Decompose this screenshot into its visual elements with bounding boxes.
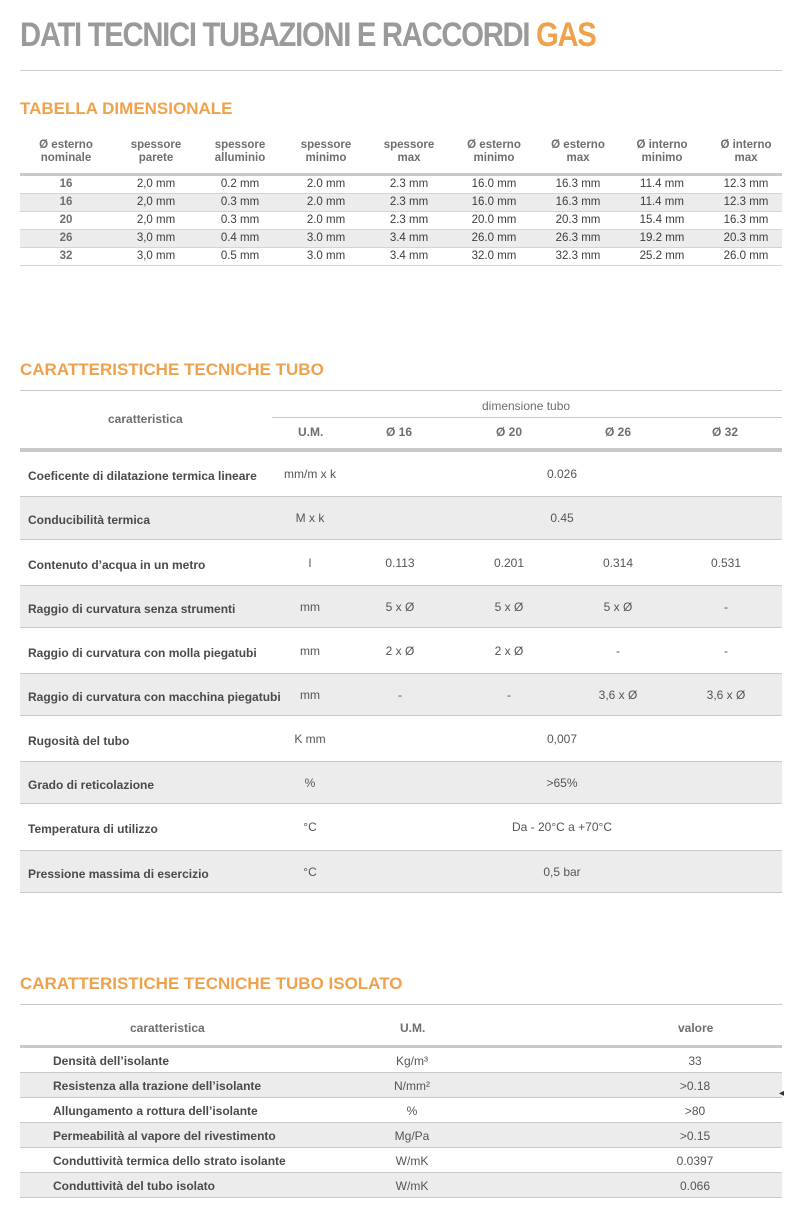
table-row xyxy=(20,1048,782,1073)
value-d26: 5 x Ø xyxy=(603,600,633,614)
value-um: M x k xyxy=(295,511,325,525)
value-all: Da - 20°C a +70°C xyxy=(512,820,612,834)
table-cell: 2.0 mm xyxy=(306,196,346,208)
dimensional-header-cell: Ø esterno nominale xyxy=(39,139,93,164)
table-cell: 2.3 mm xyxy=(389,196,429,208)
value-um: °C xyxy=(303,820,317,834)
value-um: % xyxy=(304,776,316,790)
insulated-pipe-table-header xyxy=(20,1004,782,1048)
table-row xyxy=(20,1173,782,1198)
table-cell: 0.2 mm xyxy=(220,178,260,190)
header-caratteristica-isolato: caratteristica xyxy=(130,1021,205,1035)
row-label: Conduttività del tubo isolato xyxy=(53,1179,215,1193)
table-cell: 3.0 mm xyxy=(306,250,346,262)
dimensional-header-cell: spessore parete xyxy=(130,139,182,164)
table-cell: 26.0 mm xyxy=(723,250,769,262)
value-um: W/mK xyxy=(395,1154,429,1168)
row-label: Resistenza alla trazione dell’isolante xyxy=(53,1079,262,1093)
table-row xyxy=(20,497,782,540)
value-value: 0.066 xyxy=(679,1179,711,1193)
row-label: Densità dell’isolante xyxy=(53,1054,170,1068)
table-cell: 2.0 mm xyxy=(306,214,346,226)
pipe-specs-table xyxy=(20,390,782,893)
row-label: Grado di reticolazione xyxy=(28,778,155,792)
header-valore: valore xyxy=(678,1021,714,1035)
table-cell: 26 xyxy=(59,232,73,244)
table-cell: 3.4 mm xyxy=(389,232,429,244)
dimensional-header-cell: Ø interno max xyxy=(720,139,772,164)
dimensional-header-cell: spessore max xyxy=(383,139,435,164)
header-sub-divider xyxy=(272,417,782,418)
dimensional-table-body xyxy=(20,176,782,266)
table-row xyxy=(20,762,782,804)
value-all: 0.45 xyxy=(550,511,574,525)
row-label: Coeficente di dilatazione termica lineare xyxy=(28,469,257,483)
value-d16: 2 x Ø xyxy=(385,644,415,658)
header-um-isolato: U.M. xyxy=(400,1021,426,1035)
table-cell: 16 xyxy=(59,196,73,208)
table-cell: 3.0 mm xyxy=(306,232,346,244)
table-cell: 3,0 mm xyxy=(136,250,176,262)
table-cell: 3.4 mm xyxy=(389,250,429,262)
value-value: >0.18 xyxy=(679,1079,711,1093)
pipe-specs-table-body xyxy=(20,452,782,893)
value-um: W/mK xyxy=(395,1179,429,1193)
title-divider xyxy=(20,70,782,71)
table-cell: 2,0 mm xyxy=(136,196,176,208)
table-cell: 15.4 mm xyxy=(639,214,685,226)
value-all: 0,007 xyxy=(546,732,578,746)
section-title-pipe-specs: CARATTERISTICHE TECNICHE TUBO xyxy=(20,360,324,379)
pipe-specs-table-header xyxy=(20,390,782,452)
dimensional-table xyxy=(20,133,782,266)
header-um: U.M. xyxy=(298,425,324,439)
value-um: Mg/Pa xyxy=(394,1129,430,1143)
table-cell: 26.0 mm xyxy=(471,232,517,244)
table-cell: 2.3 mm xyxy=(389,178,429,190)
dimensional-table-header xyxy=(20,133,782,176)
table-row xyxy=(20,1098,782,1123)
table-row xyxy=(20,248,782,266)
value-um: mm xyxy=(300,600,320,614)
table-cell: 0.5 mm xyxy=(220,250,260,262)
stray-arrow-mark: ◂ xyxy=(779,1088,785,1099)
table-cell: 16.0 mm xyxy=(471,196,517,208)
section-title-dimensional: TABELLA DIMENSIONALE xyxy=(20,99,233,118)
header-d20: Ø 20 xyxy=(496,425,523,439)
value-d20: 2 x Ø xyxy=(494,644,524,658)
row-label: Pressione massima di esercizio xyxy=(28,867,209,881)
value-all: 0.026 xyxy=(546,467,578,481)
value-um: % xyxy=(406,1104,418,1118)
value-value: >80 xyxy=(684,1104,706,1118)
table-cell: 20.0 mm xyxy=(471,214,517,226)
table-row xyxy=(20,586,782,628)
table-cell: 19.2 mm xyxy=(639,232,685,244)
value-um: l xyxy=(308,556,312,570)
header-d16: Ø 16 xyxy=(386,425,413,439)
dimensional-header-cell: Ø esterno minimo xyxy=(467,139,521,164)
page-title-accent: GAS xyxy=(536,16,596,54)
table-cell: 16.3 mm xyxy=(723,214,769,226)
table-row xyxy=(20,540,782,586)
table-cell: 16.3 mm xyxy=(555,178,601,190)
header-caratteristica: caratteristica xyxy=(108,412,183,426)
row-label: Raggio di curvatura senza strumenti xyxy=(28,602,236,616)
table-cell: 16 xyxy=(59,178,73,190)
table-cell: 16.0 mm xyxy=(471,178,517,190)
value-um: mm/m x k xyxy=(284,467,336,481)
row-label: Temperatura di utilizzo xyxy=(28,822,158,836)
header-d32: Ø 32 xyxy=(712,425,739,439)
value-um: mm xyxy=(300,644,320,658)
table-cell: 0.3 mm xyxy=(220,196,260,208)
table-cell: 16.3 mm xyxy=(555,196,601,208)
table-cell: 0.3 mm xyxy=(220,214,260,226)
table-cell: 2,0 mm xyxy=(136,214,176,226)
value-um: mm xyxy=(300,688,320,702)
table-cell: 20.3 mm xyxy=(555,214,601,226)
table-cell: 2.3 mm xyxy=(389,214,429,226)
value-value: >0.15 xyxy=(679,1129,711,1143)
row-label: Conduttività termica dello strato isolante xyxy=(53,1154,286,1168)
table-row xyxy=(20,1123,782,1148)
row-label: Rugosità del tubo xyxy=(28,734,130,748)
table-cell: 32.0 mm xyxy=(471,250,517,262)
insulated-pipe-table xyxy=(20,1004,785,1198)
table-row xyxy=(20,212,782,230)
dimensional-header-cell: spessore alluminio xyxy=(214,139,266,164)
dimensional-header-cell: spessore minimo xyxy=(300,139,352,164)
table-row xyxy=(20,804,782,851)
table-cell: 12.3 mm xyxy=(723,178,769,190)
table-cell: 26.3 mm xyxy=(555,232,601,244)
value-d20: - xyxy=(507,688,511,702)
table-cell: 12.3 mm xyxy=(723,196,769,208)
row-label: Conducibilità termica xyxy=(28,513,151,527)
value-um: K mm xyxy=(294,732,326,746)
row-label: Allungamento a rottura dell’isolante xyxy=(53,1104,258,1118)
insulated-pipe-table-body xyxy=(20,1048,785,1198)
value-d26: 0.314 xyxy=(602,556,634,570)
value-um: N/mm² xyxy=(394,1079,430,1093)
value-all: 0,5 bar xyxy=(543,865,581,879)
value-d16: - xyxy=(398,688,402,702)
value-d16: 5 x Ø xyxy=(385,600,415,614)
table-row xyxy=(20,716,782,762)
table-row xyxy=(20,674,782,716)
value-d16: 0.113 xyxy=(385,556,415,570)
table-cell: 32.3 mm xyxy=(555,250,601,262)
value-value: 0.0397 xyxy=(676,1154,714,1168)
table-row xyxy=(20,194,782,212)
value-d32: 0.531 xyxy=(710,556,742,570)
value-um: Kg/m³ xyxy=(395,1054,428,1068)
value-um: °C xyxy=(303,865,317,879)
table-row xyxy=(20,452,782,497)
value-d32: 3,6 x Ø xyxy=(706,688,746,702)
table-cell: 2,0 mm xyxy=(136,178,176,190)
header-dimensione-tubo: dimensione tubo xyxy=(482,399,571,413)
row-label: Raggio di curvatura con molla piegatubi xyxy=(28,646,257,660)
table-cell: 0.4 mm xyxy=(220,232,260,244)
table-row xyxy=(20,851,782,893)
section-title-insulated-pipe: CARATTERISTICHE TECNICHE TUBO ISOLATO xyxy=(20,974,403,993)
table-row xyxy=(20,176,782,194)
value-d32: - xyxy=(724,600,728,614)
row-label: Contenuto d’acqua in un metro xyxy=(28,558,206,572)
value-value: 33 xyxy=(688,1054,702,1068)
table-cell: 20 xyxy=(59,214,73,226)
table-row xyxy=(20,628,782,674)
dimensional-header-cell: Ø esterno max xyxy=(551,139,605,164)
table-cell: 2.0 mm xyxy=(306,178,346,190)
value-all: >65% xyxy=(546,776,578,790)
value-d20: 0.201 xyxy=(493,556,525,570)
value-d26: 3,6 x Ø xyxy=(598,688,638,702)
table-cell: 11.4 mm xyxy=(640,178,684,190)
table-cell: 25.2 mm xyxy=(639,250,685,262)
dimensional-header-cell: Ø interno minimo xyxy=(636,139,688,164)
page-title-main: DATI TECNICI TUBAZIONI E RACCORDI xyxy=(20,16,530,54)
table-cell: 11.4 mm xyxy=(640,196,684,208)
row-label: Permeabilità al vapore del rivestimento xyxy=(53,1129,276,1143)
table-cell: 32 xyxy=(59,250,73,262)
table-row xyxy=(20,1073,785,1099)
header-d26: Ø 26 xyxy=(605,425,632,439)
value-d32: - xyxy=(724,644,728,658)
row-label: Raggio di curvatura con macchina piegatubi xyxy=(28,690,281,704)
table-row xyxy=(20,230,782,248)
value-d20: 5 x Ø xyxy=(494,600,524,614)
table-cell: 3,0 mm xyxy=(136,232,176,244)
table-cell: 20.3 mm xyxy=(723,232,769,244)
value-d26: - xyxy=(616,644,620,658)
table-row xyxy=(20,1148,782,1173)
page-title xyxy=(20,16,596,55)
